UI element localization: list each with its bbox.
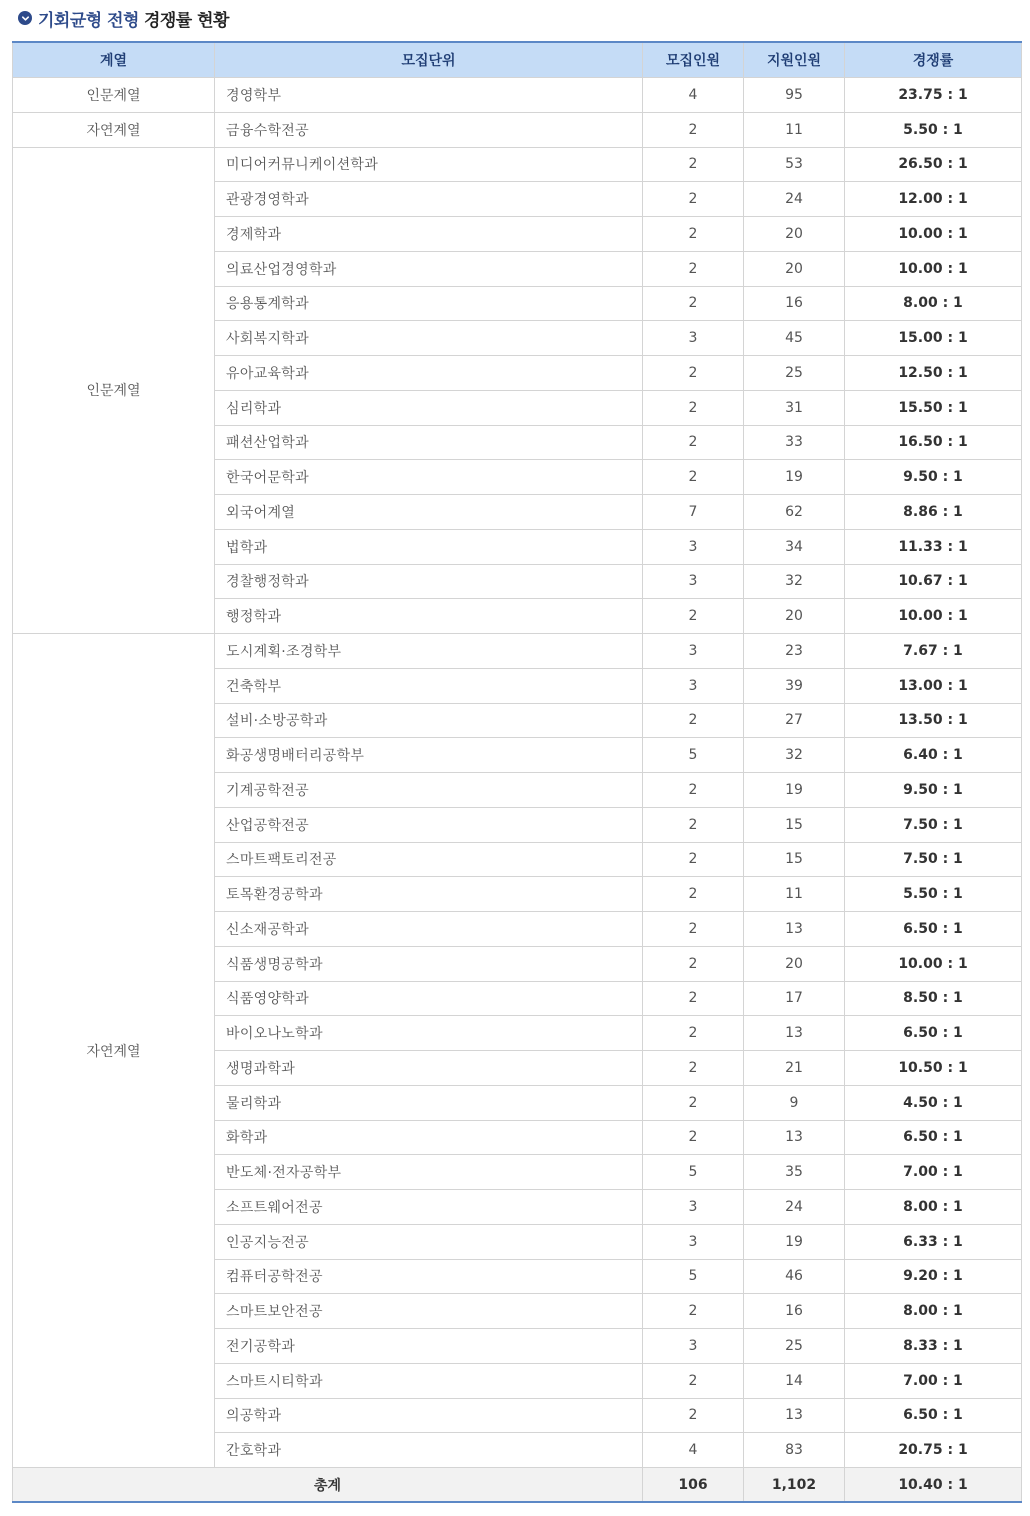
quota-cell: 3	[643, 1329, 744, 1364]
applicants-cell: 14	[744, 1363, 845, 1398]
unit-cell: 심리학과	[215, 390, 643, 425]
ratio-cell: 8.00 : 1	[845, 1190, 1022, 1225]
applicants-cell: 20	[744, 946, 845, 981]
applicants-cell: 33	[744, 425, 845, 460]
unit-cell: 소프트웨어전공	[215, 1190, 643, 1225]
applicants-cell: 95	[744, 78, 845, 113]
ratio-cell: 10.00 : 1	[845, 251, 1022, 286]
table-row	[13, 634, 1022, 669]
ratio-cell: 13.50 : 1	[845, 703, 1022, 738]
total-row	[13, 1468, 1022, 1503]
check-circle-icon	[18, 11, 32, 25]
ratio-cell: 6.33 : 1	[845, 1224, 1022, 1259]
ratio-cell: 8.00 : 1	[845, 1294, 1022, 1329]
unit-cell: 전기공학과	[215, 1329, 643, 1364]
quota-cell: 3	[643, 668, 744, 703]
ratio-cell: 5.50 : 1	[845, 112, 1022, 147]
unit-cell: 외국어계열	[215, 495, 643, 530]
unit-cell: 유아교육학과	[215, 356, 643, 391]
unit-cell: 패션산업학과	[215, 425, 643, 460]
ratio-cell: 15.50 : 1	[845, 390, 1022, 425]
quota-cell: 7	[643, 495, 744, 530]
header-ratio: 경쟁률	[845, 42, 1022, 78]
unit-cell: 식품생명공학과	[215, 946, 643, 981]
quota-cell: 2	[643, 773, 744, 808]
quota-cell: 3	[643, 1224, 744, 1259]
ratio-cell: 7.67 : 1	[845, 634, 1022, 669]
applicants-cell: 16	[744, 286, 845, 321]
applicants-cell: 39	[744, 668, 845, 703]
quota-cell: 2	[643, 1294, 744, 1329]
ratio-cell: 13.00 : 1	[845, 668, 1022, 703]
ratio-cell: 4.50 : 1	[845, 1085, 1022, 1120]
table-body	[13, 78, 1022, 1468]
quota-cell: 2	[643, 807, 744, 842]
ratio-cell: 9.50 : 1	[845, 460, 1022, 495]
quota-cell: 2	[643, 1016, 744, 1051]
applicants-cell: 15	[744, 807, 845, 842]
ratio-cell: 15.00 : 1	[845, 321, 1022, 356]
applicants-cell: 25	[744, 356, 845, 391]
ratio-cell: 8.00 : 1	[845, 286, 1022, 321]
quota-cell: 2	[643, 425, 744, 460]
ratio-cell: 26.50 : 1	[845, 147, 1022, 182]
applicants-cell: 19	[744, 460, 845, 495]
quota-cell: 2	[643, 356, 744, 391]
title-highlight: 기회균형 전형	[38, 10, 139, 31]
applicants-cell: 19	[744, 773, 845, 808]
applicants-cell: 13	[744, 1398, 845, 1433]
quota-cell: 4	[643, 78, 744, 113]
unit-cell: 식품영양학과	[215, 981, 643, 1016]
ratio-cell: 10.67 : 1	[845, 564, 1022, 599]
ratio-cell: 5.50 : 1	[845, 877, 1022, 912]
applicants-cell: 20	[744, 599, 845, 634]
quota-cell: 2	[643, 182, 744, 217]
title-rest: 경쟁률 현황	[143, 10, 229, 31]
unit-cell: 미디어커뮤니케이션학과	[215, 147, 643, 182]
header-quota: 모집인원	[643, 42, 744, 78]
ratio-cell: 7.50 : 1	[845, 842, 1022, 877]
unit-cell: 산업공학전공	[215, 807, 643, 842]
unit-cell: 행정학과	[215, 599, 643, 634]
header-group: 계열	[13, 42, 215, 78]
applicants-cell: 11	[744, 877, 845, 912]
applicants-cell: 19	[744, 1224, 845, 1259]
ratio-cell: 16.50 : 1	[845, 425, 1022, 460]
ratio-cell: 6.40 : 1	[845, 738, 1022, 773]
group-cell: 자연계열	[13, 634, 215, 1468]
table-row	[13, 147, 1022, 182]
quota-cell: 2	[643, 217, 744, 252]
unit-cell: 화학과	[215, 1120, 643, 1155]
unit-cell: 물리학과	[215, 1085, 643, 1120]
unit-cell: 건축학부	[215, 668, 643, 703]
applicants-cell: 83	[744, 1433, 845, 1468]
ratio-cell: 23.75 : 1	[845, 78, 1022, 113]
quota-cell: 3	[643, 321, 744, 356]
applicants-cell: 20	[744, 217, 845, 252]
quota-cell: 3	[643, 634, 744, 669]
applicants-cell: 9	[744, 1085, 845, 1120]
group-cell: 인문계열	[13, 147, 215, 634]
total-applicants: 1,102	[744, 1468, 845, 1503]
group-cell: 인문계열	[13, 78, 215, 113]
applicants-cell: 21	[744, 1051, 845, 1086]
unit-cell: 금융수학전공	[215, 112, 643, 147]
applicants-cell: 20	[744, 251, 845, 286]
unit-cell: 경제학과	[215, 217, 643, 252]
unit-cell: 스마트보안전공	[215, 1294, 643, 1329]
quota-cell: 2	[643, 877, 744, 912]
quota-cell: 2	[643, 460, 744, 495]
ratio-cell: 6.50 : 1	[845, 912, 1022, 947]
quota-cell: 2	[643, 1120, 744, 1155]
applicants-cell: 15	[744, 842, 845, 877]
applicants-cell: 34	[744, 529, 845, 564]
applicants-cell: 53	[744, 147, 845, 182]
total-quota: 106	[643, 1468, 744, 1503]
unit-cell: 법학과	[215, 529, 643, 564]
ratio-cell: 8.33 : 1	[845, 1329, 1022, 1364]
unit-cell: 신소재공학과	[215, 912, 643, 947]
unit-cell: 생명과학과	[215, 1051, 643, 1086]
quota-cell: 3	[643, 529, 744, 564]
unit-cell: 경찰행정학과	[215, 564, 643, 599]
unit-cell: 경영학부	[215, 78, 643, 113]
quota-cell: 2	[643, 1398, 744, 1433]
ratio-cell: 12.50 : 1	[845, 356, 1022, 391]
quota-cell: 4	[643, 1433, 744, 1468]
ratio-cell: 7.50 : 1	[845, 807, 1022, 842]
competition-rate-table	[12, 41, 1022, 1503]
header-unit: 모집단위	[215, 42, 643, 78]
quota-cell: 3	[643, 564, 744, 599]
applicants-cell: 23	[744, 634, 845, 669]
quota-cell: 2	[643, 842, 744, 877]
quota-cell: 5	[643, 738, 744, 773]
quota-cell: 3	[643, 1190, 744, 1225]
ratio-cell: 10.00 : 1	[845, 599, 1022, 634]
applicants-cell: 16	[744, 1294, 845, 1329]
group-cell: 자연계열	[13, 112, 215, 147]
quota-cell: 2	[643, 1085, 744, 1120]
unit-cell: 스마트시티학과	[215, 1363, 643, 1398]
unit-cell: 기계공학전공	[215, 773, 643, 808]
total-ratio: 10.40 : 1	[845, 1468, 1022, 1503]
applicants-cell: 46	[744, 1259, 845, 1294]
section-title	[18, 6, 229, 30]
applicants-cell: 24	[744, 1190, 845, 1225]
ratio-cell: 7.00 : 1	[845, 1155, 1022, 1190]
total-label: 총계	[13, 1468, 643, 1503]
quota-cell: 2	[643, 981, 744, 1016]
unit-cell: 반도체·전자공학부	[215, 1155, 643, 1190]
quota-cell: 2	[643, 912, 744, 947]
applicants-cell: 62	[744, 495, 845, 530]
ratio-cell: 10.00 : 1	[845, 217, 1022, 252]
quota-cell: 5	[643, 1259, 744, 1294]
quota-cell: 2	[643, 112, 744, 147]
ratio-cell: 6.50 : 1	[845, 1016, 1022, 1051]
ratio-cell: 6.50 : 1	[845, 1120, 1022, 1155]
applicants-cell: 32	[744, 738, 845, 773]
applicants-cell: 32	[744, 564, 845, 599]
quota-cell: 2	[643, 286, 744, 321]
applicants-cell: 17	[744, 981, 845, 1016]
ratio-cell: 20.75 : 1	[845, 1433, 1022, 1468]
applicants-cell: 13	[744, 912, 845, 947]
unit-cell: 스마트팩토리전공	[215, 842, 643, 877]
quota-cell: 2	[643, 251, 744, 286]
quota-cell: 2	[643, 390, 744, 425]
header-applicants: 지원인원	[744, 42, 845, 78]
quota-cell: 5	[643, 1155, 744, 1190]
ratio-cell: 12.00 : 1	[845, 182, 1022, 217]
ratio-cell: 7.00 : 1	[845, 1363, 1022, 1398]
ratio-cell: 9.20 : 1	[845, 1259, 1022, 1294]
table-row	[13, 78, 1022, 113]
unit-cell: 설비·소방공학과	[215, 703, 643, 738]
ratio-cell: 9.50 : 1	[845, 773, 1022, 808]
unit-cell: 의료산업경영학과	[215, 251, 643, 286]
ratio-cell: 10.00 : 1	[845, 946, 1022, 981]
ratio-cell: 8.86 : 1	[845, 495, 1022, 530]
unit-cell: 간호학과	[215, 1433, 643, 1468]
ratio-cell: 8.50 : 1	[845, 981, 1022, 1016]
quota-cell: 2	[643, 147, 744, 182]
unit-cell: 인공지능전공	[215, 1224, 643, 1259]
table-row	[13, 112, 1022, 147]
quota-cell: 2	[643, 599, 744, 634]
applicants-cell: 27	[744, 703, 845, 738]
unit-cell: 토목환경공학과	[215, 877, 643, 912]
applicants-cell: 13	[744, 1016, 845, 1051]
unit-cell: 의공학과	[215, 1398, 643, 1433]
applicants-cell: 45	[744, 321, 845, 356]
unit-cell: 도시계획·조경학부	[215, 634, 643, 669]
unit-cell: 바이오나노학과	[215, 1016, 643, 1051]
quota-cell: 2	[643, 703, 744, 738]
ratio-cell: 11.33 : 1	[845, 529, 1022, 564]
unit-cell: 한국어문학과	[215, 460, 643, 495]
unit-cell: 화공생명배터리공학부	[215, 738, 643, 773]
applicants-cell: 13	[744, 1120, 845, 1155]
applicants-cell: 31	[744, 390, 845, 425]
applicants-cell: 24	[744, 182, 845, 217]
ratio-cell: 6.50 : 1	[845, 1398, 1022, 1433]
quota-cell: 2	[643, 946, 744, 981]
ratio-cell: 10.50 : 1	[845, 1051, 1022, 1086]
unit-cell: 관광경영학과	[215, 182, 643, 217]
applicants-cell: 11	[744, 112, 845, 147]
unit-cell: 응용통계학과	[215, 286, 643, 321]
quota-cell: 2	[643, 1363, 744, 1398]
unit-cell: 사회복지학과	[215, 321, 643, 356]
quota-cell: 2	[643, 1051, 744, 1086]
unit-cell: 컴퓨터공학전공	[215, 1259, 643, 1294]
table-header-row	[13, 42, 1022, 78]
applicants-cell: 35	[744, 1155, 845, 1190]
applicants-cell: 25	[744, 1329, 845, 1364]
